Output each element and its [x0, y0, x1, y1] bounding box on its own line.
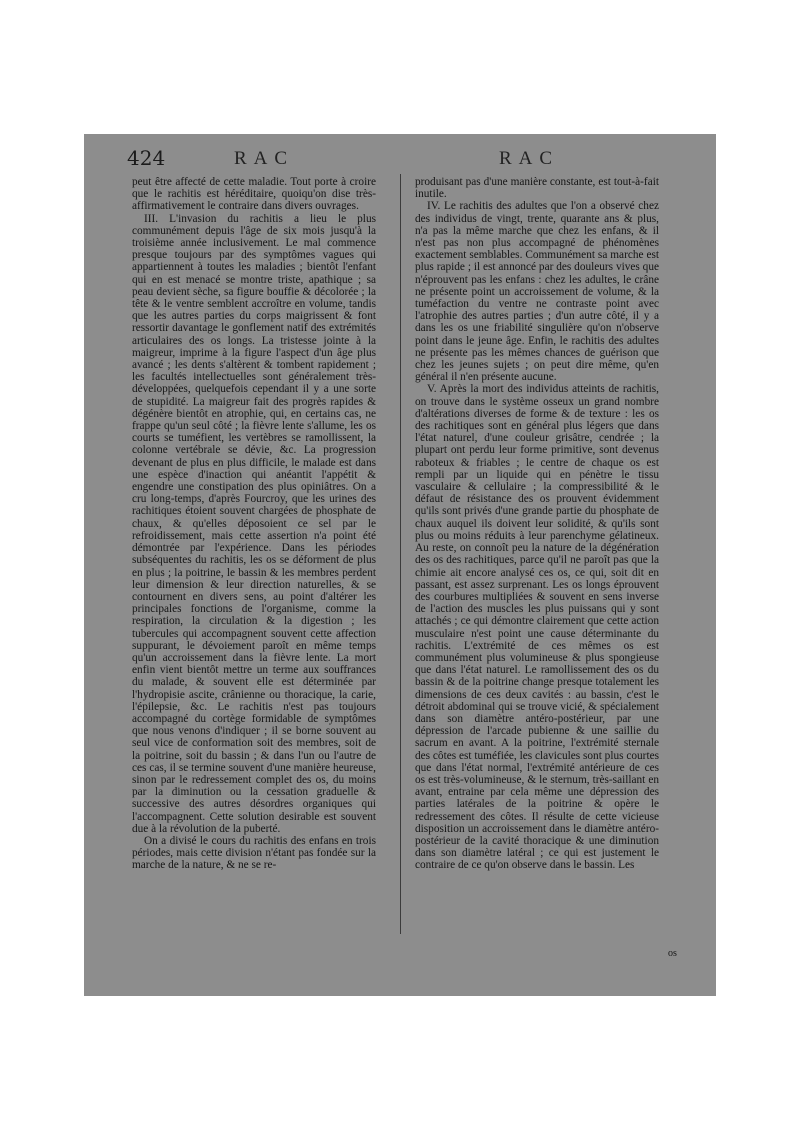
running-head-left: RAC — [234, 148, 295, 169]
right-column — [415, 176, 659, 872]
catchword: os — [668, 948, 677, 959]
left-paragraph-1: peut être affecté de cette maladie. Tout porte à croire que le rachitis est héréditaire, quoiqu'on dise très-affirmativement le contraire dans divers ouvrages. — [132, 176, 376, 213]
left-paragraph-3: On a divisé le cours du rachitis des enfans en trois périodes, mais cette division n'étant pas fondée sur la marche de la nature, & ne se re- — [132, 834, 376, 872]
page-number: 424 — [127, 146, 166, 170]
page-header — [84, 146, 716, 172]
running-head-right: RAC — [499, 148, 560, 169]
right-paragraph-2: IV. Le rachitis des adultes que l'on a observé chez des individus de vingt, trente, quarante ans & plus, n'a pas la même marche que chez les enfans, & il n'est pas non plus accompagné de phénomènes exactement semblables. Communément sa marche est plus rapide ; il est annoncé par des douleurs vives que n'éprouvent pas les enfans : chez les adultes, le crâne ne présente point un accroissement de volume, & la tuméfaction du ventre ne contraste point avec l'atrophie des autres parties ; d'un autre côté, il y a dans les os une friabilité singulière qu'on n'observe point dans le jeune âge. Enfin, le rachitis des adultes ne présente pas les mêmes chances de guérison que chez les jeunes sujets ; on peut dire même, qu'en général il n'en présente aucune. — [415, 200, 659, 384]
left-paragraph-2: III. L'invasion du rachitis a lieu le plus communément depuis l'âge de six mois jusqu'à la troisième année inclusivement. Le mal commence presque toujours par des symptômes vagues qui appartiennent à toutes les maladies ; bientôt l'enfant qui en est menacé se montre triste, apathique ; sa peau devient sèche, sa figure bouffie & décolorée ; la tête & le ventre semblent accroître en volume, tandis que les autres parties du corps maigrissent & font ressortir davantage le gonflement natif des extrémités articulaires des os longs. La tristesse jointe à la maigreur, imprime à la figure l'aspect d'un âge plus avancé ; les dents s'altèrent & tombent rapidement ; les facultés intellectuelles sont généralement très-développées, quelquefois cependant il y a une sorte de stupidité. La maigreur fait des progrès rapides & dégénère bientôt en atrophie, qui, en certains cas, ne frappe qu'un seul côté ; la fièvre lente s'allume, les os courts se tuméfient, les vertèbres se ramollissent, la colonne vertébrale se dévie, &c. La progression devenant de plus en plus difficile, le malade est dans une espèce d'inaction qui anéantit l'appétit & engendre une constipation des plus opiniâtres. On a cru long-temps, d'après Fourcroy, que les urines des rachitiques étoient souvent chargées de phosphate de chaux, & qu'elles déposoient ce sel par le refroidissement, mais cette assertion n'a point été démontrée par l'expérience. Dans les périodes subséquentes du rachitis, les os se déforment de plus en plus ; la poitrine, le bassin & les membres perdent leur dimension & leur direction naturelles, & se contournent en divers sens, au point d'altérer les principales fonctions de l'organisme, comme la respiration, la circulation & la digestion ; les tubercules qui accompagnent souvent cette affection suppurant, le dévoiement paroît en même temps qu'un accroissement dans la fièvre lente. La mort enfin vient bientôt mettre un terme aux souffrances du malade, & souvent elle est déterminée par l'hydropisie ascite, crânienne ou thoracique, la carie, l'épilepsie, &c. Le rachitis n'est pas toujours accompagné du cortège formidable de symptômes que nous venons d'indiquer ; il se borne souvent au seul vice de conformation soit des membres, soit de la poitrine, soit du bassin ; & dans l'un ou l'autre de ces cas, il se termine souvent d'une manière heureuse, sinon par le redressement complet des os, du moins par la diminution ou la cessation graduelle & successive des autres désordres organiques qui l'accompagnent. Cette solution desirable est souvent due à la révolution de la puberté. — [132, 212, 376, 835]
right-paragraph-1: produisant pas d'une manière constante, est tout-à-fait inutile. — [415, 176, 659, 201]
column-divider — [400, 174, 401, 934]
right-paragraph-3: V. Après la mort des individus atteints de rachitis, on trouve dans le système osseux un grand nombre d'altérations diverses de forme & de texture : les os des rachitiques sont en général plus légers que dans l'état naturel, d'une couleur grisâtre, cendrée ; la plupart ont perdu leur forme primitive, sont devenus raboteux & friables ; le centre de chaque os est rempli par un liquide qui en pénètre le tissu vasculaire & cellulaire ; la compressibilité & le défaut de résistance des os prouvent évidemment qu'ils sont privés d'une grande partie du phosphate de chaux auquel ils doivent leur solidité, & qu'ils sont plus ou moins réduits à leur parenchyme gélatineux. Au reste, on connoît peu la nature de la dégénération des os des rachitiques, parce qu'il ne paroît pas que la chimie ait encore analysé ces os, ce qui, soit dit en passant, est assez surprenant. Les os longs éprouvent des courbures multipliées & souvent en sens inverse de l'action des muscles les plus puissans qui y sont attachés ; ce qui démontre clairement que cette action musculaire n'est point une cause déterminante du rachitis. L'extrémité de ces mêmes os est communément plus volumineuse & plus spongieuse que dans l'état naturel. Le ramollissement des os du bassin & de la poitrine change presque totalement les dimensions de ces deux cavités : au bassin, c'est le détroit abdominal qui se trouve vicié, & spécialement dans son diamètre antéro-postérieur, par une dépression de l'arcade pubienne & une saillie du sacrum en avant. A la poitrine, l'extrémité sternale des côtes est tuméfiée, les clavicules sont plus courtes que dans l'état normal, l'extrémité antérieure de ces os est très-volumineuse, & le sternum, très-saillant en avant, entraine par cela même une dépression des parties latérales de la poitrine & opère le redressement des côtes. Il résulte de cette vicieuse disposition un accroissement dans le diamètre antéro-postérieur de la cavité thoracique & une diminution dans son diamètre latéral ; ce qui est justement le contraire de ce qu'on observe dans le bassin. Les — [415, 383, 659, 872]
scanned-page — [84, 134, 716, 996]
left-column — [132, 176, 376, 872]
